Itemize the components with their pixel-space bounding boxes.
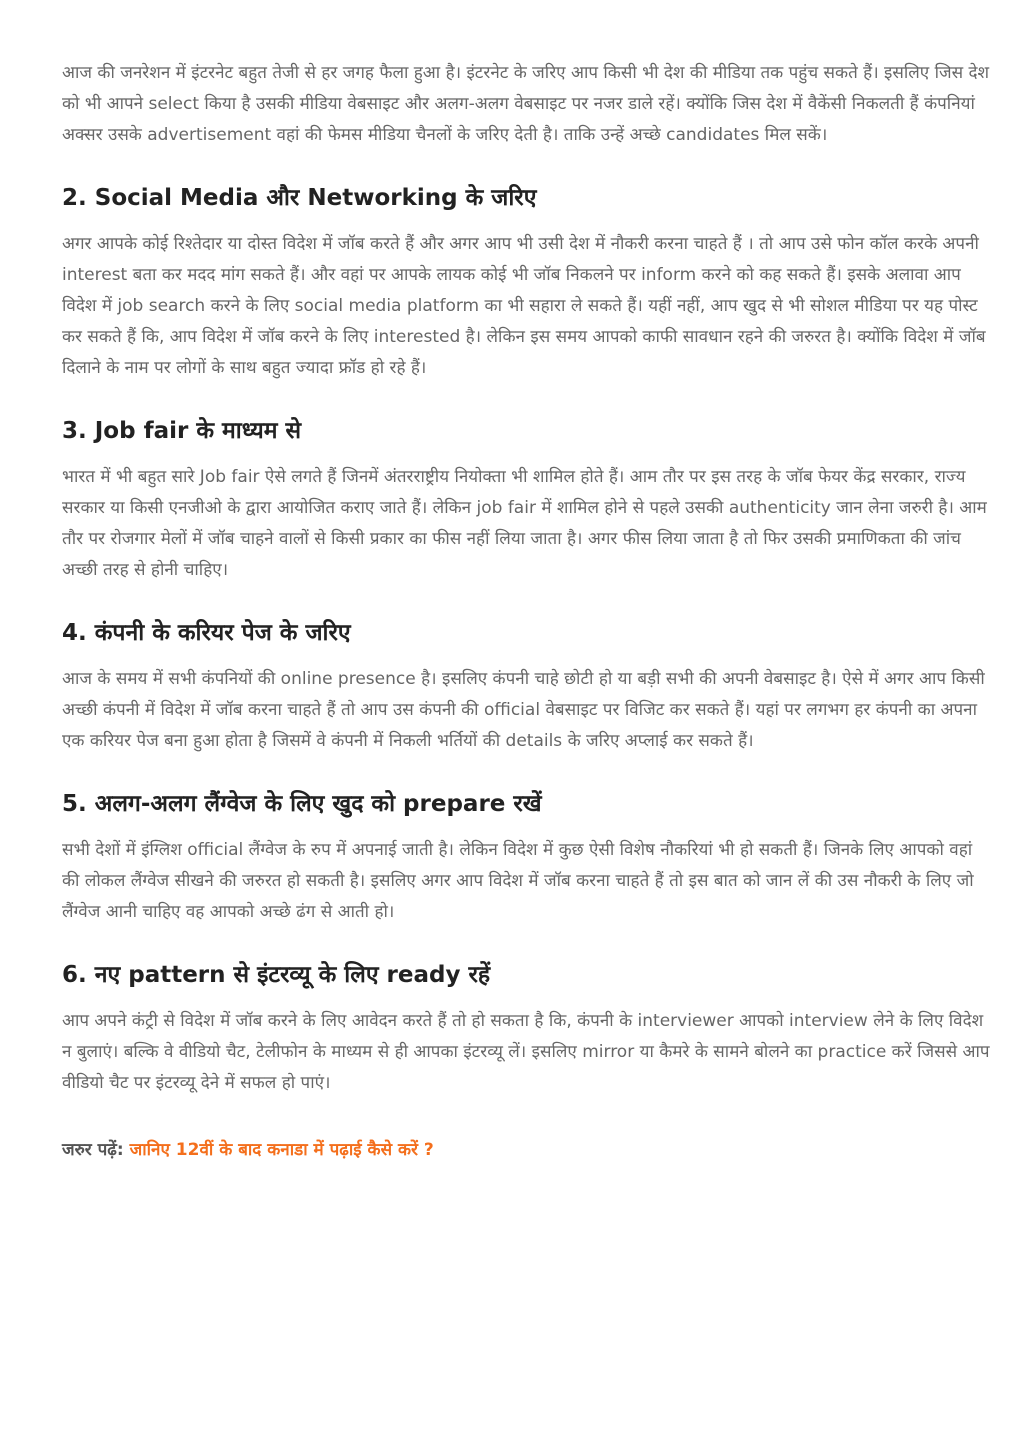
section-heading-job-fair: 3. Job fair के माध्यम से: [62, 418, 302, 444]
section-body-interview: आप अपने कंट्री से विदेश में जॉब करने के लिए आवेदन करते हैं तो हो सकता है कि, कंपनी के interviewer आपको interview लेने के लिए विदेश न बुलाएं। बल्कि वे वीडियो चैट, टेलीफोन के माध्यम से ही आपका इंटरव्यू लें। इसलिए mirror या कैमरे के सामने बोलने का practice करें जिससे आप वीडियो चैट पर इंटरव्यू देने में सफल हो पाएं।: [62, 1011, 990, 1093]
section-heading-language: 5. अलग-अलग लैंग्वेज के लिए खुद को prepare रखें: [62, 791, 542, 817]
section-body-career-page: आज के समय में सभी कंपनियों की online presence है। इसलिए कंपनी चाहे छोटी हो या बड़ी सभी की अपनी वेबसाइट है। ऐसे में अगर आप किसी अच्छी कंपनी में विदेश में जॉब करना चाहते हैं तो आप उस कंपनी की official वेबसाइट पर विजिट कर सकते हैं। यहां पर लगभग हर कंपनी का अपना एक करियर पेज बना हुआ होता है जिसमें वे कंपनी में निकली भर्तियों की details के जरिए अप्लाई कर सकते हैं।: [62, 669, 985, 751]
read-more-link[interactable]: जानिए 12वीं के बाद कनाडा में पढ़ाई कैसे करें ?: [129, 1140, 434, 1160]
section-heading-career-page: 4. कंपनी के करियर पेज के जरिए: [62, 620, 351, 646]
read-more-line: [62, 1135, 990, 1166]
section-body-social-media: अगर आपके कोई रिश्तेदार या दोस्त विदेश में जॉब करते हैं और अगर आप भी उसी देश में नौकरी करना चाहते हैं । तो आप उसे फोन कॉल करके अपनी interest बता कर मदद मांग सकते हैं। और वहां पर आपके लायक कोई भी जॉब निकलने पर inform करने को कह सकते हैं। इसके अलावा आप विदेश में job search करने के लिए social media platform का भी सहारा ले सकते हैं। यहीं नहीं, आप खुद से भी सोशल मीडिया पर यह पोस्ट कर सकते हैं कि, आप विदेश में जॉब करने के लिए interested है। लेकिन इस समय आपको काफी सावधान रहने की जरुरत है। क्योंकि विदेश में जॉब दिलाने के नाम पर लोगों के साथ बहुत ज्यादा फ्रॉड हो रहे हैं।: [62, 234, 986, 378]
read-more-label: जरुर पढ़ें:: [62, 1140, 124, 1160]
section-heading-social-media: 2. Social Media और Networking के जरिए: [62, 185, 537, 211]
section-body-job-fair: भारत में भी बहुत सारे Job fair ऐसे लगते हैं जिनमें अंतरराष्ट्रीय नियोक्ता भी शामिल होते हैं। आम तौर पर इस तरह के जॉब फेयर केंद्र सरकार, राज्य सरकार या किसी एनजीओ के द्वारा आयोजित कराए जाते हैं। लेकिन job fair में शामिल होने से पहले उसकी authenticity जान लेना जरुरी है। आम तौर पर रोजगार मेलों में जॉब चाहने वालों से किसी प्रकार का फीस नहीं लिया जाता है। अगर फीस लिया जाता है तो फिर उसकी प्रमाणिकता की जांच अच्छी तरह से होनी चाहिए।: [62, 467, 987, 580]
section-body-language: सभी देशों में इंग्लिश official लैंग्वेज के रुप में अपनाई जाती है। लेकिन विदेश में कुछ ऐसी विशेष नौकरियां भी हो सकती हैं। जिनके लिए आपको वहां की लोकल लैंग्वेज सीखने की जरुरत हो सकती है। इसलिए अगर आप विदेश में जॉब करना चाहते हैं तो इस बात को जान लें की उस नौकरी के लिए जो लैंग्वेज आनी चाहिए वह आपको अच्छे ढंग से आती हो।: [62, 840, 974, 922]
section-heading-interview: 6. नए pattern से इंटरव्यू के लिए ready रहें: [62, 962, 491, 988]
intro-paragraph: आज की जनरेशन में इंटरनेट बहुत तेजी से हर जगह फैला हुआ है। इंटरनेट के जरिए आप किसी भी देश की मीडिया तक पहुंच सकते हैं। इसलिए जिस देश को भी आपने select किया है उसकी मीडिया वेबसाइट और अलग-अलग वेबसाइट पर नजर डाले रहें। क्योंकि जिस देश में वैकेंसी निकलती हैं कंपनियां अक्सर उसके advertisement वहां की फेमस मीडिया चैनलों के जरिए देती है। ताकि उन्हें अच्छे candidates मिल सकें।: [62, 63, 990, 145]
